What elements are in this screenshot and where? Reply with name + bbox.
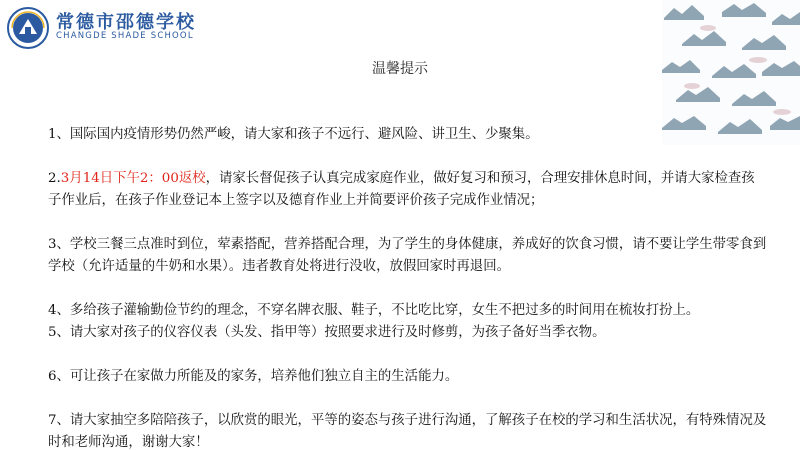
notice-item-2-text: ，请家长督促孩子认真完成家庭作业，做好复习和预习，合理安排休息时间，并请大家检查孩子作业后，在孩子作业登记本上签字以及德育作业上并简要评价孩子完成作业情况； [48, 171, 755, 208]
notice-list [48, 124, 768, 450]
page-title: 温馨提示 [372, 61, 428, 77]
school-name: 常德市邵德学校 [56, 12, 196, 33]
notice-item-5: 5、请大家对孩子的仪容仪表（头发、指甲等）按照要求进行及时修剪，为孩子备好当季衣物。 [48, 325, 606, 340]
notice-item-2 [48, 168, 768, 212]
notice-item-3: 3、学校三餐三点准时到位，荤素搭配，营养搭配合理，为了学生的身体健康，养成好的饮食习惯，请不要让学生带零食到学校（允许适量的牛奶和水果）。违者教育处将进行没收，放假回家时再退回。 [48, 237, 767, 274]
return-time-highlight: 3月14日下午2：00返校 [60, 171, 206, 186]
school-logo [6, 6, 206, 50]
notice-item-4: 4、多给孩子灌输勤俭节约的理念，不穿名牌衣服、鞋子，不比吃比穿，女生不把过多的时间用在梳妆打扮上。 [48, 303, 700, 318]
notice-item-1: 1、国际国内疫情形势仍然严峻，请大家和孩子不远行、避风险、讲卫生、少聚集。 [48, 127, 539, 142]
notice-item-7: 7、请大家抽空多陪陪孩子，以欣赏的眼光，平等的姿态与孩子进行沟通，了解孩子在校的学习和生活状况，有特殊情况及时和老师沟通，谢谢大家！ [48, 413, 767, 450]
notice-item-2-prefix: 2. [48, 171, 61, 186]
school-crest-icon [6, 6, 50, 50]
school-name-english: CHANGDE SHADE SCHOOL [56, 31, 194, 41]
notice-item-6: 6、可让孩子在家做力所能及的家务，培养他们独立自主的生活能力。 [48, 369, 459, 384]
